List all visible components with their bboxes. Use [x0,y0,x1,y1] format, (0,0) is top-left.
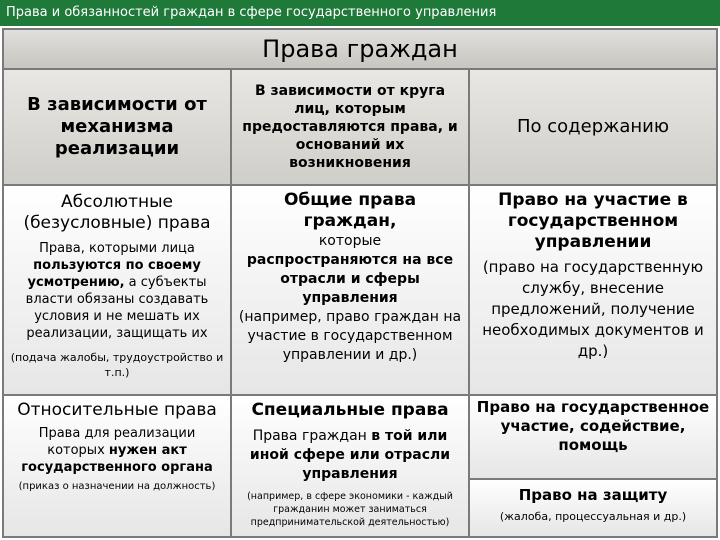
cell-general-rights [232,186,470,396]
relative-rights-title: Относительные права [17,400,217,420]
special-rights-title: Специальные права [251,400,449,420]
slide [2,28,718,538]
cell-special-rights [232,396,470,536]
general-rights-text-2: распространяются на все отрасли и сферы управления [246,252,454,306]
absolute-rights-desc-1: Права, которыми лица [39,241,195,256]
general-rights-text-1: которые [318,233,382,249]
cell-state-assistance-right [470,396,716,480]
table-title: Права граждан [4,30,716,70]
cell-participation-right [470,186,716,396]
cell-relative-rights [4,396,232,536]
general-rights-title: Общие права граждан, [283,190,417,231]
top-bar-title: Права и обязанностей граждан в сфере государственного управления [0,0,720,26]
header-scope-text: В зависимости от круга лиц, которым предоставляются права, и оснований их возникновения [242,83,458,171]
header-content-text: По содержанию [517,116,669,137]
special-rights-text-1: Права граждан [252,428,367,444]
header-scope [232,70,470,186]
absolute-rights-example: (подача жалобы, трудоустройство и т.п.) [10,351,224,379]
header-mechanism [4,70,232,186]
absolute-rights-desc-3: а субъекты власти обязаны создавать условия и не мешать их реализации, защищать их [25,275,209,341]
absolute-rights-desc [8,240,226,342]
relative-rights-desc-2: нужен акт государственного органа [21,443,213,475]
general-rights-text [236,232,464,365]
cell-protection-right [470,480,716,536]
relative-rights-example: (приказ о назначении на должность) [18,481,216,492]
participation-right-title: Право на участие в государственном управлении [498,190,688,252]
relative-rights-desc [8,425,226,476]
general-rights-text-3: (например, право граждан на участие в государственном управлении и др.) [238,309,462,363]
special-rights-text [236,427,464,484]
relative-rights-desc-1: Права для реализации которых [38,426,196,458]
protection-right-title: Право на защиту [518,486,668,504]
absolute-rights-title: Абсолютные (безусловные) права [23,192,211,233]
state-assistance-right-text: Право на государственное участие, содействие, помощь [476,398,710,454]
protection-right-text: (жалоба, процессуальная и др.) [499,510,687,523]
header-content [470,70,716,186]
absolute-rights-desc-2: пользуются по своему усмотрению, [27,258,201,290]
header-mechanism-text: В зависимости от механизма реализации [27,94,207,159]
cell-absolute-rights [4,186,232,396]
participation-right-text: (право на государственную службу, внесение предложений, получение необходимых документов и др.) [482,258,704,360]
special-rights-example: (например, в сфере экономики - каждый гражданин может заниматься предпринимательской деятельностью) [247,491,453,528]
special-rights-text-2: в той или иной сфере или отрасли управления [249,428,451,482]
